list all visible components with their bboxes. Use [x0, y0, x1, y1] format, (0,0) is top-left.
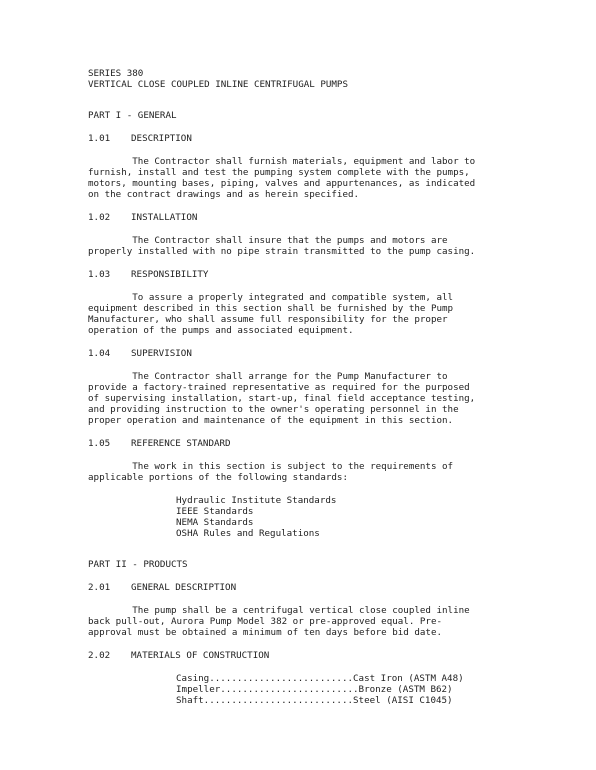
- section-title: INSTALLATION: [131, 212, 198, 223]
- section-title: GENERAL DESCRIPTION: [131, 582, 237, 593]
- section-number: 1.01: [88, 133, 111, 144]
- section-paragraph: [88, 235, 508, 257]
- paragraph-line: properly installed with no pipe strain transmitted to the pump casing.: [88, 246, 476, 257]
- paragraph-line: furnish, install and test the pumping system complete with the pumps,: [88, 167, 470, 178]
- list-item: Hydraulic Institute Standards: [176, 495, 337, 506]
- section-title: DESCRIPTION: [131, 133, 192, 144]
- section-number: 1.05: [88, 438, 111, 449]
- list-item: Impeller.........................Bronze (ASTM B62): [176, 684, 453, 695]
- paragraph-line: The pump shall be a centrifugal vertical close coupled inline: [88, 605, 470, 616]
- section-heading: [88, 348, 508, 359]
- paragraph-line: applicable portions of the following standards:: [88, 472, 348, 483]
- paragraph-line: To assure a properly integrated and compatible system, all: [88, 292, 454, 303]
- paragraph-line: The work in this section is subject to the requirements of: [88, 461, 454, 472]
- section-paragraph: [88, 156, 508, 200]
- section-heading: [88, 650, 508, 661]
- document-page: [88, 68, 508, 706]
- paragraph-line: approval must be obtained a minimum of ten days before bid date.: [88, 627, 443, 638]
- section-number: 2.01: [88, 582, 111, 593]
- paragraph-line: proper operation and maintenance of the equipment in this section.: [88, 415, 454, 426]
- section-heading: [88, 438, 508, 449]
- paragraph-line: back pull-out, Aurora Pump Model 382 or pre-approved equal. Pre-: [88, 616, 443, 627]
- section-paragraph: [88, 605, 508, 638]
- paragraph-line: motors, mounting bases, piping, valves and appurtenances, as indicated: [88, 178, 476, 189]
- list-item: Casing..........................Cast Iron (ASTM A48): [176, 673, 464, 684]
- section-number: 1.03: [88, 269, 111, 280]
- section-heading: [88, 133, 508, 144]
- standards-list: [88, 495, 508, 539]
- list-item: IEEE Standards: [176, 506, 254, 517]
- section-number: 1.02: [88, 212, 111, 223]
- list-item: OSHA Rules and Regulations: [176, 528, 320, 539]
- section-title: SUPERVISION: [131, 348, 192, 359]
- section-number: 2.02: [88, 650, 111, 661]
- series-label: SERIES 380: [88, 68, 144, 79]
- paragraph-line: equipment described in this section shall be furnished by the Pump: [88, 303, 454, 314]
- section-heading: [88, 212, 508, 223]
- paragraph-line: The Contractor shall insure that the pumps and motors are: [88, 235, 448, 246]
- paragraph-line: Manufacturer, who shall assume full responsibility for the proper: [88, 314, 448, 325]
- paragraph-line: The Contractor shall furnish materials, equipment and labor to: [88, 156, 476, 167]
- list-item: NEMA Standards: [176, 517, 254, 528]
- paragraph-line: and providing instruction to the owner's operating personnel in the: [88, 404, 459, 415]
- document-title: VERTICAL CLOSE COUPLED INLINE CENTRIFUGAL PUMPS: [88, 79, 348, 90]
- materials-list: [88, 673, 508, 706]
- part-heading: PART II - PRODUCTS: [88, 559, 188, 570]
- paragraph-line: of supervising installation, start-up, final field acceptance testing,: [88, 393, 476, 404]
- paragraph-line: provide a factory-trained representative as required for the purposed: [88, 382, 470, 393]
- list-item: Shaft...........................Steel (AISI C1045): [176, 695, 453, 706]
- section-paragraph: [88, 461, 508, 483]
- section-heading: [88, 269, 508, 280]
- paragraph-line: operation of the pumps and associated equipment.: [88, 325, 354, 336]
- section-paragraph: [88, 371, 508, 426]
- part-heading: PART I - GENERAL: [88, 110, 177, 121]
- section-title: MATERIALS OF CONSTRUCTION: [131, 650, 270, 661]
- section-paragraph: [88, 292, 508, 336]
- paragraph-line: The Contractor shall arrange for the Pump Manufacturer to: [88, 371, 448, 382]
- section-number: 1.04: [88, 348, 111, 359]
- section-title: RESPONSIBILITY: [131, 269, 209, 280]
- section-heading: [88, 582, 508, 593]
- paragraph-line: on the contract drawings and as herein specified.: [88, 189, 360, 200]
- section-title: REFERENCE STANDARD: [131, 438, 231, 449]
